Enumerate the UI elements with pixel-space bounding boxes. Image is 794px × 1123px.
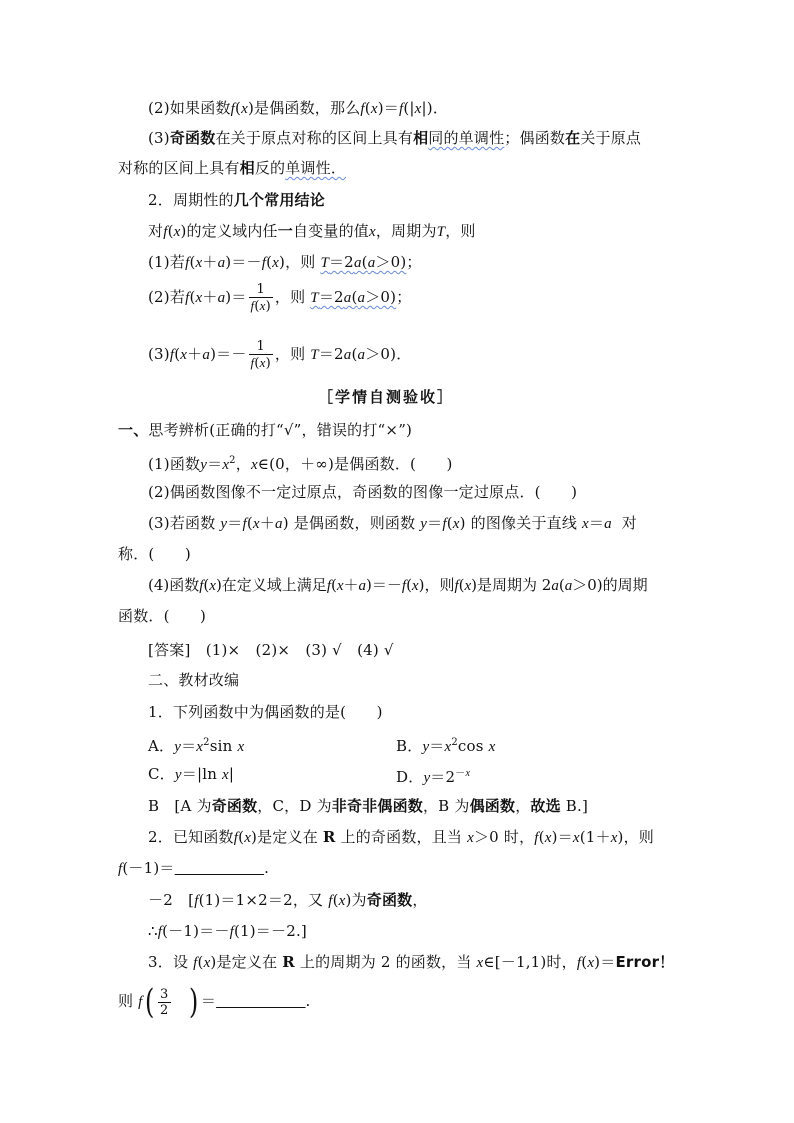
- line-period-3: (3)f(x＋a)＝－ $\frac{1}{f(x)}$ ，则 T＝2a(a＞0)．: [148, 339, 412, 371]
- option-d: D．$y=2^{-x}$: [396, 768, 471, 786]
- line-period-intro: 对f(x)的定义域内任一自变量的值x，周期为T，则: [148, 222, 476, 240]
- answer-text: [答案] (1)× (2)× (3) √ (4) √: [148, 641, 394, 659]
- question-2: (2)偶函数图像不一定过原点，奇函数的图像一定过原点．( ): [148, 483, 578, 501]
- line-monotonic-1: (3)奇函数在关于原点对称的区间上具有相同的单调性；偶函数在关于原点: [148, 129, 642, 147]
- line-text: 称．( ): [118, 545, 191, 563]
- fraction: [249, 282, 273, 314]
- heading-thinking: 一、思考辨析(正确的打“√”，错误的打“×”): [118, 421, 413, 439]
- problem-1: [148, 702, 383, 722]
- option-b: B．$y=x^2\cos$ x: [396, 737, 496, 755]
- fraction: [249, 339, 273, 371]
- solution-2-cont: ∴f(－1)＝－f(1)＝－2.]: [148, 922, 307, 940]
- problem-2: 2．已知函数f(x)是定义在 R 上的奇函数，且当 x＞0 时，f(x)＝x(1＋x)，则: [148, 828, 654, 846]
- question-4: (4)函数f(x)在定义域上满足f(x＋a)＝－f(x)，则f(x)是周期为 2a(a＞0)的周期: [148, 576, 648, 594]
- fraction-numerator: 3: [160, 986, 169, 1002]
- question-3-cont: [118, 544, 191, 564]
- heading-periodicity: 2．周期性的几个常用结论: [148, 191, 325, 209]
- fraction-numerator: 1: [249, 339, 273, 355]
- answer-line: [148, 640, 394, 660]
- problem-2-cont: f(－1)＝ .: [118, 859, 270, 877]
- solution-1: B [A 为奇函数，C，D 为非奇非偶函数，B 为偶函数，故选 B.]: [148, 797, 589, 815]
- option-a: A．$y=x^2\sin$ x: [148, 737, 245, 755]
- fraction-numerator: 1: [249, 282, 273, 298]
- solution-2: －2 [f(1)＝1×2＝2，又 f(x)为奇函数，: [148, 891, 428, 909]
- problem-3-cont: 则 f( $\frac{3}{2}$ ) ＝ .: [118, 982, 311, 1022]
- fraction-denominator: 2: [160, 1002, 169, 1018]
- line-text: 1．下列函数中为偶函数的是( ): [148, 703, 383, 721]
- line-text: 二、教材改编: [148, 671, 240, 689]
- section-title: ［学情自测验收］: [318, 388, 455, 406]
- fraction-denominator: f(x): [250, 355, 271, 371]
- section-self-test: [318, 387, 454, 407]
- heading-textbook: [148, 670, 239, 690]
- line-even-function-abs: (2)如果函数f(x)是偶函数，那么f(x)＝f(|x|)．: [148, 99, 449, 117]
- problem-3: 3．设 f(x)是定义在 R 上的周期为 2 的函数，当 x∈[－1,1)时，f(x)＝Error！: [148, 953, 675, 971]
- line-text: 函数．( ): [118, 607, 207, 625]
- fraction-three-halves: [158, 987, 170, 1018]
- fraction-denominator: f(x): [250, 298, 271, 314]
- line-period-1: (1)若f(x＋a)＝－f(x)，则 T＝2a(a＞0)；: [148, 253, 422, 271]
- question-1: (1)函数$y=x^2$，x∈(0，＋∞)是偶函数．( ): [148, 455, 453, 473]
- line-monotonic-2: 对称的区间上具有相反的单调性．: [118, 159, 347, 177]
- line-period-2: (2)若f(x＋a)＝ $\frac{1}{f(x)}$ ，则 T＝2a(a＞0)；: [148, 282, 412, 314]
- question-4-cont: [118, 606, 206, 626]
- option-c: C．y＝|ln x|: [148, 765, 235, 783]
- question-3: (3)若函数 y＝f(x＋a) 是偶函数，则函数 y＝f(x) 的图像关于直线 x＝a 对: [148, 514, 637, 532]
